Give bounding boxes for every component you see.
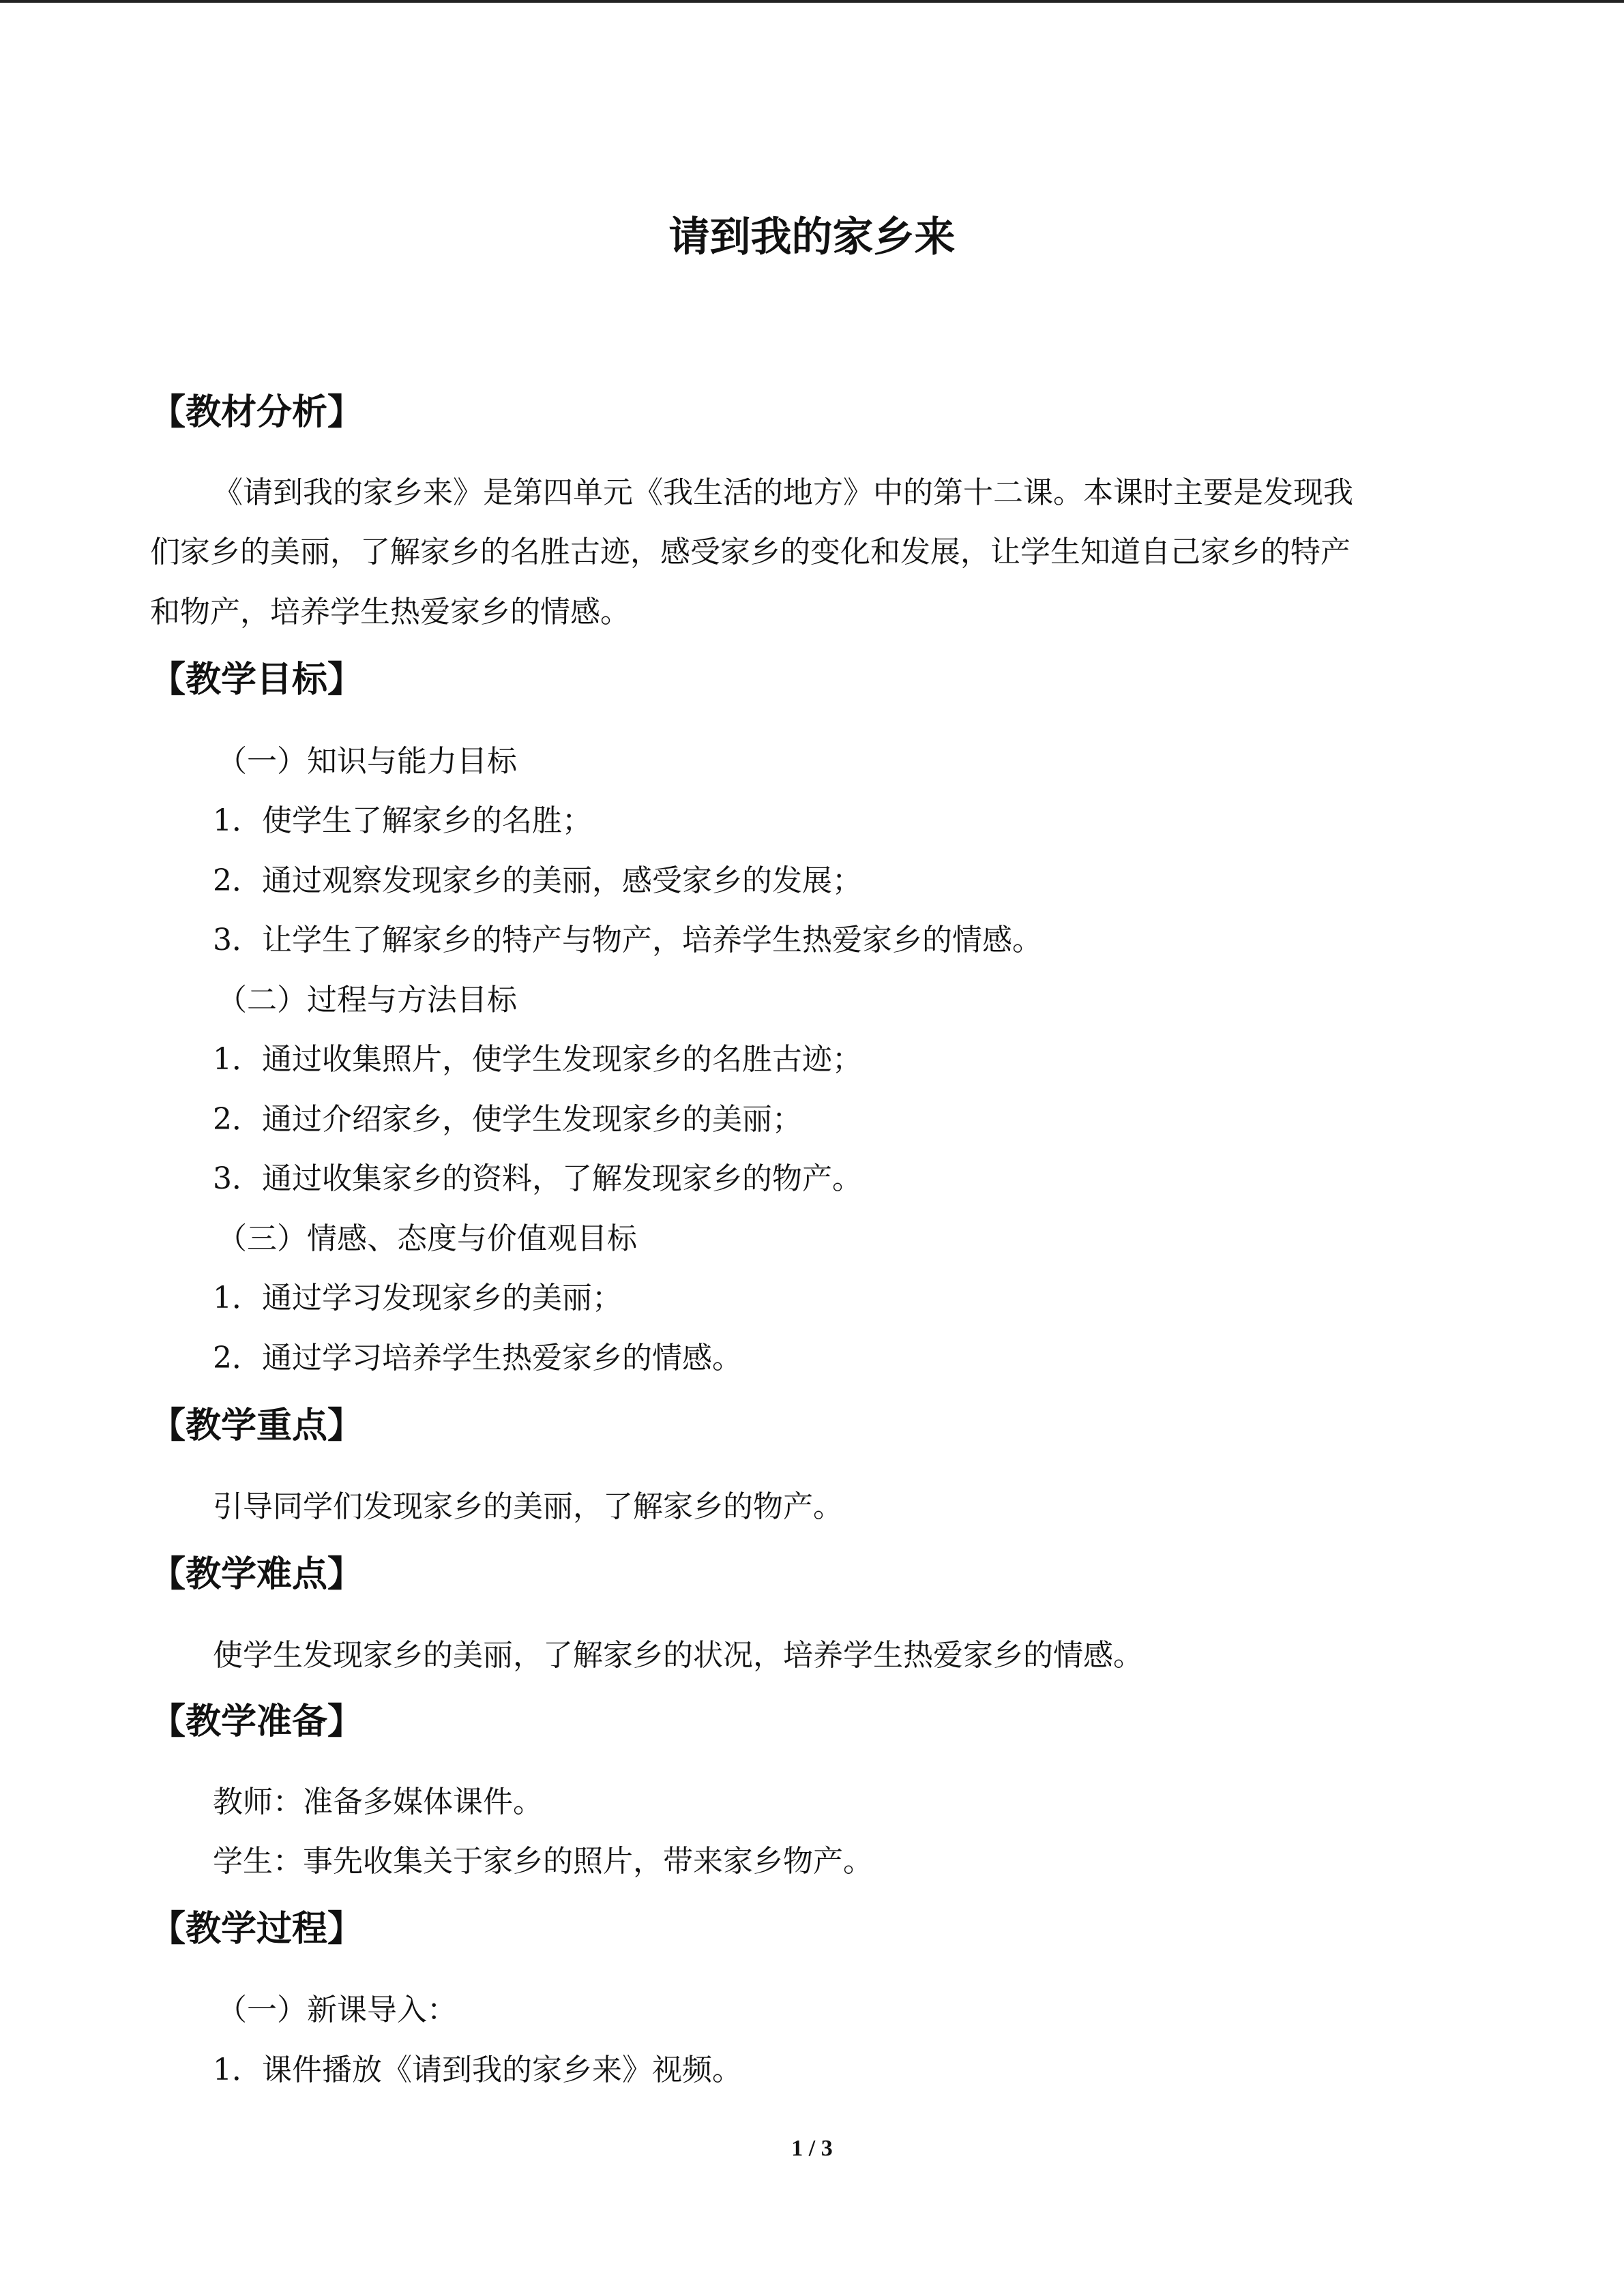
difficulties-text: 使学生发现家乡的美丽，了解家乡的状况，培养学生热爱家乡的情感。: [213, 1638, 1143, 1673]
goals-list-item: 1．通过学习发现家乡的美丽；: [213, 1281, 622, 1315]
key-points-text: 引导同学们发现家乡的美丽，了解家乡的物产。: [213, 1489, 843, 1524]
goals-list-item: 2．通过观察发现家乡的美丽，感受家乡的发展；: [213, 863, 862, 898]
goals-list-item: 3．通过收集家乡的资料，了解发现家乡的物产。: [213, 1161, 862, 1196]
preparation-student: 学生：事先收集关于家乡的照片，带来家乡物产。: [213, 1844, 873, 1879]
process-list-item: 1．课件播放《请到我的家乡来》视频。: [213, 2053, 742, 2087]
heading-textbook-analysis: 【教材分析】: [150, 392, 364, 433]
goals-subheading-process: （二）过程与方法目标: [217, 983, 517, 1017]
goals-list-item: 2．通过介绍家乡，使学生发现家乡的美丽；: [213, 1102, 802, 1137]
goals-list-item: 1．使学生了解家乡的名胜；: [213, 803, 592, 838]
document-title: 请到我的家乡来: [668, 213, 956, 261]
process-subheading-intro: （一）新课导入：: [217, 1993, 457, 2027]
analysis-paragraph-line: 和物产，培养学生热爱家乡的情感。: [150, 595, 630, 629]
analysis-paragraph-line: 们家乡的美丽，了解家乡的名胜古迹，感受家乡的变化和发展，让学生知道自己家乡的特产: [150, 535, 1350, 569]
heading-key-points: 【教学重点】: [150, 1405, 364, 1446]
heading-difficulties: 【教学难点】: [150, 1554, 364, 1595]
analysis-paragraph-line: 《请到我的家乡来》是第四单元《我生活的地方》中的第十二课。本课时主要是发现我: [213, 475, 1353, 510]
goals-list-item: 3．让学生了解家乡的特产与物产，培养学生热爱家乡的情感。: [213, 923, 1042, 957]
heading-preparation: 【教学准备】: [150, 1701, 364, 1742]
goals-list-item: 2．通过学习培养学生热爱家乡的情感。: [213, 1341, 742, 1375]
goals-list-item: 1．通过收集照片，使学生发现家乡的名胜古迹；: [213, 1042, 862, 1077]
goals-subheading-knowledge: （一）知识与能力目标: [217, 744, 517, 779]
preparation-teacher: 教师：准备多媒体课件。: [213, 1785, 543, 1819]
goals-subheading-emotion: （三）情感、态度与价值观目标: [217, 1221, 637, 1256]
heading-teaching-goals: 【教学目标】: [150, 659, 364, 700]
page-number: 1 / 3: [791, 2136, 833, 2161]
heading-process: 【教学过程】: [150, 1909, 364, 1950]
